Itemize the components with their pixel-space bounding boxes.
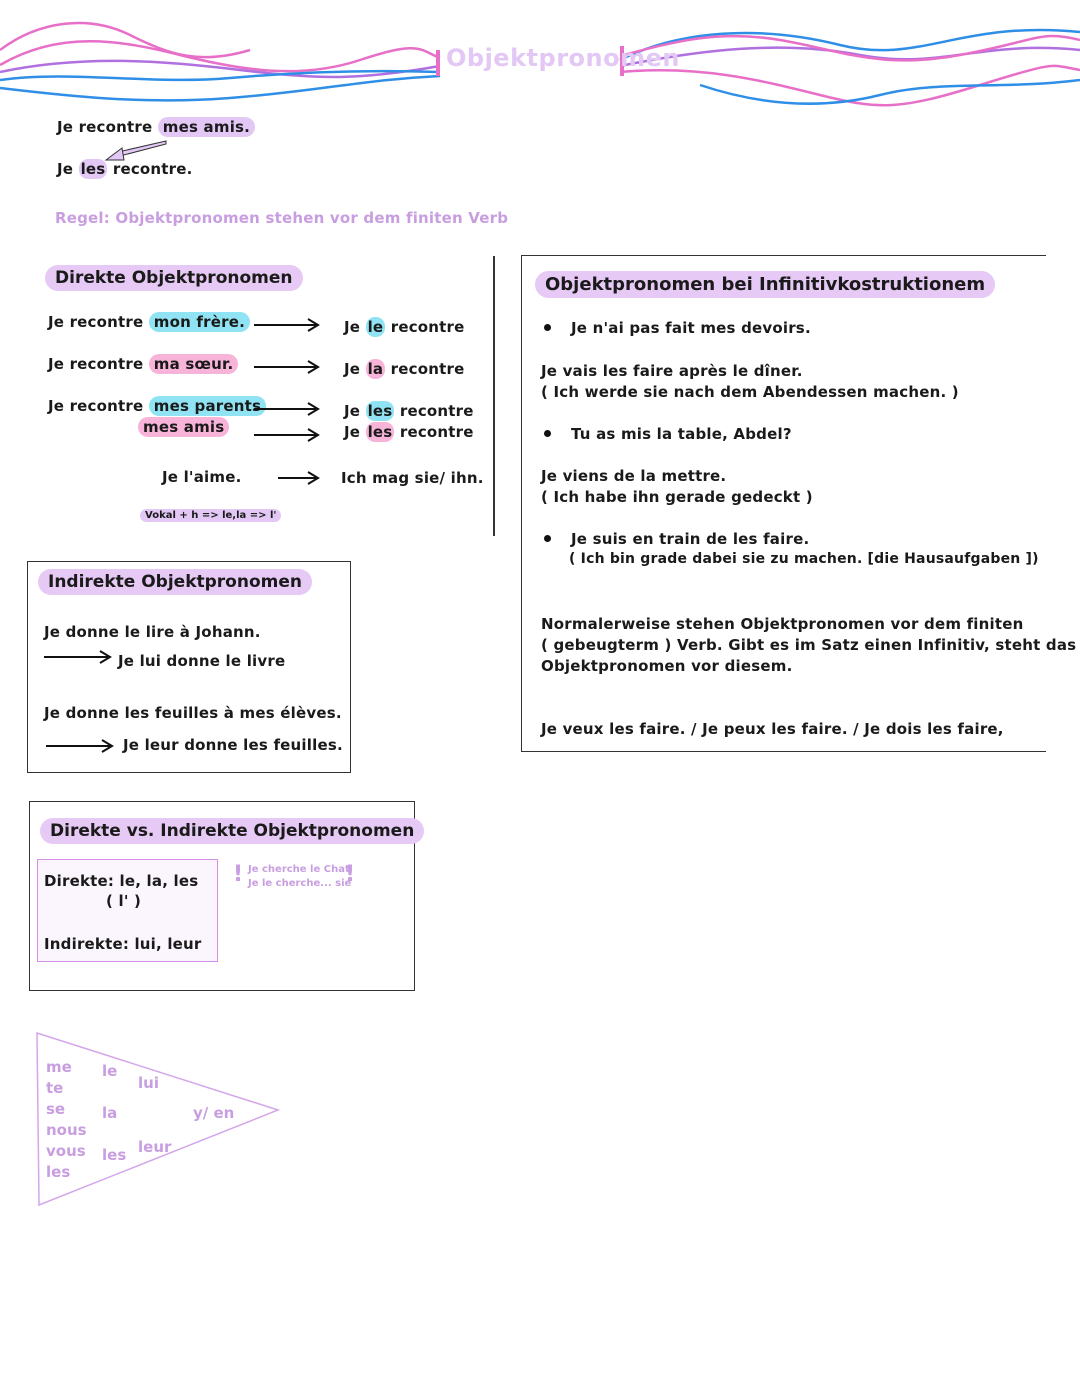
bullet-icon: [544, 535, 551, 542]
intro-highlight-1: mes amis.: [158, 117, 255, 137]
infinitiv-bullet-2: Tu as mis la table, Abdel?: [571, 425, 792, 443]
triangle-col-3-item: lui: [138, 1074, 159, 1092]
triangle-col-3-item: leur: [138, 1138, 172, 1156]
intro-rule: Regel: Objektpronomen stehen vor dem finiten Verb: [55, 209, 509, 227]
triangle-col-2-item: les: [102, 1146, 127, 1164]
direkte-aime-result: Ich mag sie/ ihn.: [341, 469, 484, 487]
infinitiv-p1b: ( Ich werde sie nach dem Abendessen machen. ): [541, 383, 959, 401]
infinitiv-p2a: Je viens de la mettre.: [541, 467, 727, 485]
direkte-result-4: Je les recontre: [344, 423, 474, 441]
direkte-result-3: Je les recontre: [344, 402, 474, 420]
infinitiv-p2b: ( Ich habe ihn gerade gedeckt ): [541, 488, 813, 506]
infinitiv-bullet-1: Je n'ai pas fait mes devoirs.: [571, 319, 811, 337]
infinitiv-p1a: Je vais les faire après le dîner.: [541, 362, 803, 380]
direkte-result-1: Je le recontre: [344, 318, 465, 336]
exclamation-icon: !: [345, 862, 356, 887]
intro-line-2: Je les recontre.: [57, 160, 193, 178]
vokal-note: Vokal + h => le,la => l': [140, 509, 281, 522]
exclamation-icon: !: [233, 862, 244, 887]
intro-highlight-2: les: [80, 160, 106, 178]
indirekte-heading: Indirekte Objektpronomen: [38, 569, 312, 595]
triangle-col-1: me te se nous vous les: [46, 1058, 87, 1181]
direkte-result-2: Je la recontre: [344, 360, 465, 378]
infinitiv-note-2: ( gebeugterm ) Verb. Gibt es im Satz einen Infinitiv, steht das: [541, 636, 1077, 654]
arrow-icon: [42, 648, 114, 666]
vs-indirekte: Indirekte: lui, leur: [44, 935, 202, 953]
direkte-row-3: Je recontre mes parents: [48, 397, 266, 415]
indirekte-ex2: Je donne les feuilles à mes élèves.: [44, 704, 342, 722]
vs-direkte-sub: ( l' ): [106, 892, 142, 910]
arrow-icon: [44, 737, 116, 755]
infinitiv-example: Je veux les faire. / Je peux les faire. / Je dois les faire,: [541, 720, 1004, 738]
direkte-aime: Je l'aime.: [162, 468, 242, 486]
arrow-icon: [252, 400, 322, 418]
indirekte-ex1-result: Je lui donne le livre: [118, 652, 286, 670]
indirekte-ex2-result: Je leur donne les feuilles.: [123, 736, 343, 754]
arrow-icon: [252, 316, 322, 334]
arrow-icon: [252, 426, 322, 444]
vs-direkte: Direkte: le, la, les: [44, 872, 199, 890]
direkte-row-4: mes amis: [138, 418, 229, 436]
infinitiv-bullet-3: Je suis en train de les faire.: [571, 530, 810, 548]
vs-heading: Direkte vs. Indirekte Objektpronomen: [40, 818, 424, 844]
infinitiv-bullet-3-translation: ( Ich bin grade dabei sie zu machen. [die Hausaufgaben ]): [569, 551, 1039, 567]
direkte-row-1: Je recontre mon frère.: [48, 313, 250, 331]
bullet-icon: [544, 430, 551, 437]
infinitiv-heading: Objektpronomen bei Infinitivkostruktionem: [535, 271, 995, 298]
triangle-col-2-item: la: [102, 1104, 118, 1122]
intro-line-1: Je recontre mes amis.: [57, 118, 255, 136]
bullet-icon: [544, 324, 551, 331]
direkte-heading: Direkte Objektpronomen: [45, 265, 303, 291]
triangle-col-2-item: le: [102, 1062, 118, 1080]
infinitiv-note-3: Objektpronomen vor diesem.: [541, 657, 793, 675]
triangle-col-4: y/ en: [193, 1104, 235, 1122]
page-title: Objektpronomen: [446, 44, 680, 72]
arrow-icon: [276, 469, 322, 487]
indirekte-ex1: Je donne le lire à Johann.: [44, 623, 261, 641]
direkte-row-2: Je recontre ma sœur.: [48, 355, 238, 373]
vs-note-1: Je cherche le Chat: [248, 864, 350, 875]
infinitiv-note-1: Normalerweise stehen Objektpronomen vor dem finiten: [541, 615, 1024, 633]
column-divider: [493, 256, 495, 536]
arrow-icon: [252, 358, 322, 376]
vs-note-2: Je le cherche... sie: [248, 878, 352, 889]
